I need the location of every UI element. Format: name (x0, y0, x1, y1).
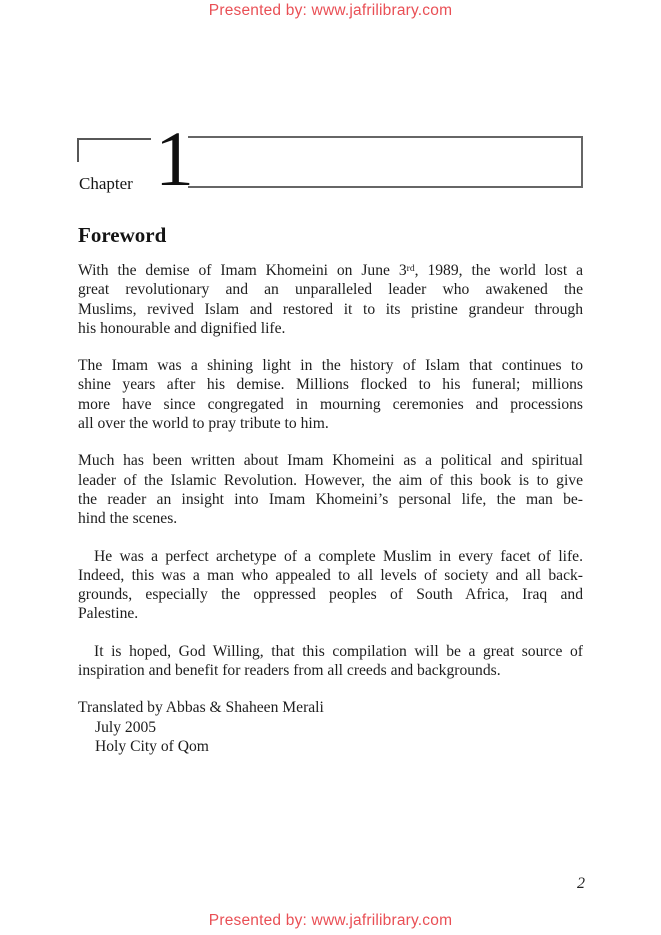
text-line: great revolutionary and an unparalleled leader who awakened the (78, 281, 583, 299)
text-line: leader of the Islamic Revolution. However, the aim of this book is to give (78, 471, 583, 489)
text-line: He was a perfect archetype of a complete Muslim in every facet of life. (94, 547, 583, 565)
text-line: It is hoped, God Willing, that this compilation will be a great source of (94, 642, 583, 660)
text-line: all over the world to pray tribute to him. (78, 415, 329, 433)
text-line: Indeed, this was a man who appealed to all levels of society and all back- (78, 566, 583, 584)
text-line: grounds, especially the oppressed peoples of South Africa, Iraq and (78, 586, 583, 604)
paragraph-1 (78, 261, 583, 338)
text-line: hind the scenes. (78, 510, 178, 528)
text-line (78, 261, 583, 280)
text-line: inspiration and benefit for readers from all creeds and backgrounds. (78, 662, 501, 680)
chapter-label: Chapter (79, 174, 133, 193)
signature-block (78, 698, 583, 756)
section-title: Foreword (78, 223, 167, 247)
text-line: Muslims, revived Islam and restored it to its pristine grandeur through (78, 300, 583, 318)
chapter-number: 1 (155, 115, 194, 202)
chapter-rule-box (188, 136, 583, 188)
translator-credit: Translated by Abbas & Shaheen Merali (78, 699, 324, 717)
ordinal-superscript: rd (406, 262, 415, 274)
text-line: more have since congregated in mourning ceremonies and processions (78, 395, 583, 413)
paragraph-5 (78, 642, 583, 681)
paragraph-2 (78, 356, 583, 433)
text-line: the reader an insight into Imam Khomeini’s personal life, the man be- (78, 490, 583, 508)
header-presented-by-text: Presented by: www.jafrilibrary.com (208, 2, 453, 19)
text-line: The Imam was a shining light in the history of Islam that continues to (78, 357, 583, 375)
page-body (78, 222, 583, 756)
text-segment: , 1989, the world lost a (414, 262, 584, 279)
page-number: 2 (577, 875, 585, 892)
chapter-rule-left (77, 138, 151, 162)
signature-date: July 2005 (95, 718, 157, 736)
footer-presented-by-text: Presented by: www.jafrilibrary.com (208, 912, 453, 929)
text-line: Much has been written about Imam Khomeini as a political and spiritual (78, 452, 583, 470)
text-line: Palestine. (78, 605, 139, 623)
paragraph-3 (78, 451, 583, 528)
text-line: shine years after his demise. Millions flocked to his funeral; millions (78, 376, 583, 394)
text-line: his honourable and dignified life. (78, 319, 286, 337)
signature-place: Holy City of Qom (95, 737, 209, 755)
paragraph-4 (78, 547, 583, 624)
text-segment: With the demise of Imam Khomeini on June 3 (78, 262, 407, 279)
